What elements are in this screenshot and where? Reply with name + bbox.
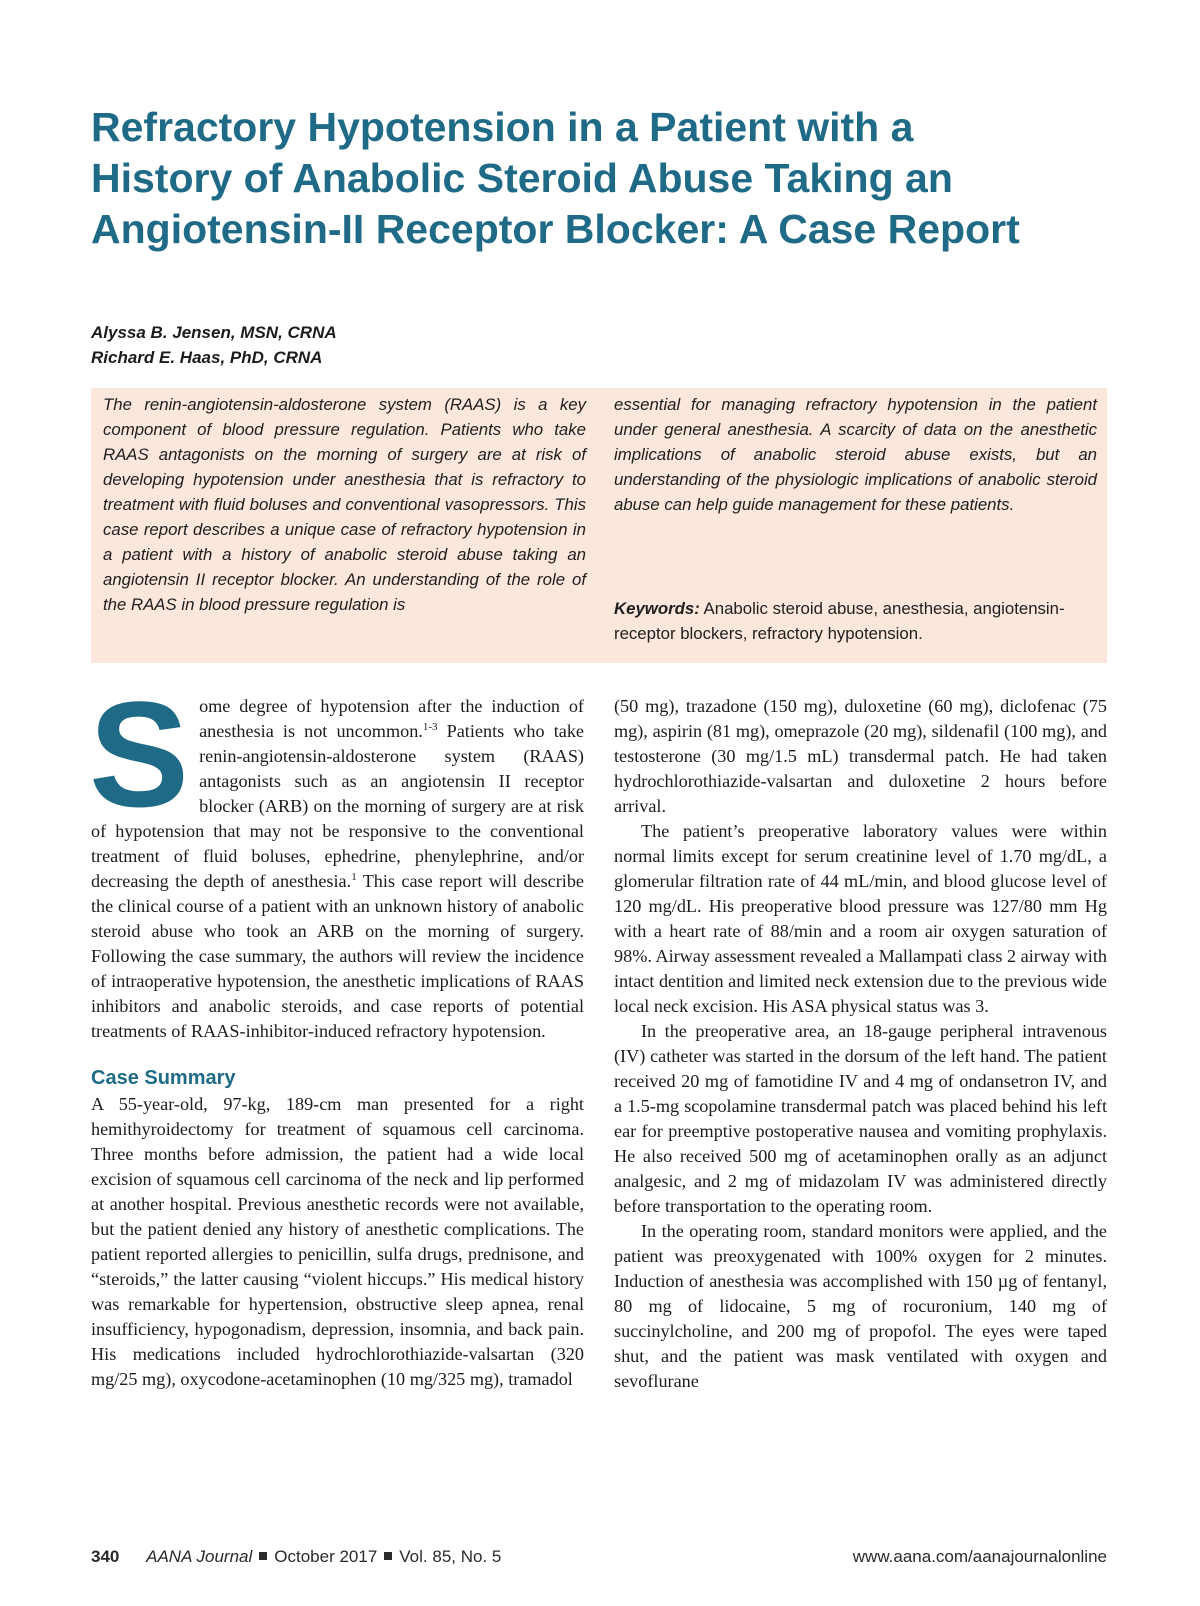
author: Alyssa B. Jensen, MSN, CRNA [91, 323, 337, 342]
title-line: Refractory Hypotension in a Patient with a [91, 104, 914, 150]
body-paragraph: In the preoperative area, an 18-gauge peripheral intravenous (IV) catheter was started in the dorsum of the left hand. The patient received 20 mg of famotidine IV and 4 mg of ondansetron IV, and a 1.5-mg scopolamine transdermal patch was placed behind his left ear for preemptive postoperative nausea and vomiting prophylaxis. He also received 500 mg of acetaminophen orally as an adjunct analgesic, and 2 mg of midazolam IV was administered directly before transportation to the operating room. [614, 1021, 1107, 1216]
body-paragraph: A 55-year-old, 97-kg, 189-cm man presented for a right hemithyroidectomy for treatment of squamous cell carcinoma. Three months before admission, the patient had a wide local excision of squamous cell carcinoma of the neck and lip performed at another hospital. Previous anesthetic records were not available, but the patient denied any history of anesthetic complications. The patient reported allergies to penicillin, sulfa drugs, prednisone, and “steroids,” the latter causing “violent hiccups.” His medical history was remarkable for hypertension, obstructive sleep apnea, renal insufficiency, hypogonadism, depression, insomnia, and back pain. His medications included hydrochlorothiazide-valsartan (320 mg/25 mg), oxycodone-acetaminophen (10 mg/325 mg), tramadol [91, 1094, 584, 1389]
article-title [91, 102, 1101, 255]
title-line: Angiotensin-II Receptor Blocker: A Case Report [91, 206, 1020, 252]
author: Richard E. Haas, PhD, CRNA [91, 348, 323, 367]
website-link[interactable]: www.aana.com/aanajournalonline [852, 1547, 1107, 1566]
body-column-right [614, 694, 1107, 1394]
title-line: History of Anabolic Steroid Abuse Taking an [91, 155, 953, 201]
keywords-label: Keywords: [614, 599, 700, 618]
abstract-right: essential for managing refractory hypotension in the patient under general anesthesia. A scarcity of data on the anesthetic implications of anabolic steroid abuse exists, but an understanding of the physiologic implications of anabolic steroid abuse can help guide management for these patients. [614, 395, 1097, 514]
author-list [91, 320, 337, 370]
body-paragraph: (50 mg), trazadone (150 mg), duloxetine (60 mg), diclofenac (75 mg), aspirin (81 mg), omeprazole (20 mg), sildenafil (100 mg), and testosterone (30 mg/1.5 mL) transdermal patch. He had taken hydrochlorothiazide-valsartan and duloxetine 2 hours before arrival. [614, 696, 1107, 816]
volume-info: Vol. 85, No. 5 [399, 1547, 502, 1566]
citation: 1-3 [422, 721, 438, 733]
page-number: 340 [91, 1547, 120, 1566]
body-column-left [89, 670, 584, 1392]
body-paragraph: In the operating room, standard monitors were applied, and the patient was preoxygenated with 100% oxygen for 2 minutes. Induction of anesthesia was accomplished with 150 µg of fentanyl, 80 mg of lidocaine, 5 mg of rocuronium, 140 mg of succinylcholine, and 200 mg of propofol. The eyes were taped shut, and the patient was mask ventilated with oxygen and sevoflurane [614, 1221, 1107, 1391]
page-footer [91, 1546, 1107, 1568]
journal-name: AANA Journal [146, 1547, 253, 1566]
intro-paragraph: Some degree of hypotension after the induction of anesthesia is not uncommon.$^{1-3}$ Patients who take renin-angiotensin-aldosterone system (RAAS) antagonists such as an angiotensin II receptor blocker (ARB) on the morning of surgery are at risk of hypotension that may not be responsive to the conventional treatment of fluid boluses, ephedrine, phenylephrine, and/or decreasing the depth of anesthesia.$^1$ This case report will describe the clinical course of a patient with an unknown history of anabolic steroid abuse who took an ARB on the morning of surgery. Following the case summary, the authors will review the incidence of intraoperative hypotension, the anesthetic implications of RAAS inhibitors and anabolic steroids, and case reports of potential treatments of RAAS-inhibitor-induced refractory hypotension. [89, 670, 584, 1041]
bullet-separator [259, 1552, 267, 1560]
keywords-text: Anabolic steroid abuse, anesthesia, angiotensin-receptor blockers, refractory hypotension. [614, 599, 1065, 643]
section-heading: Case Summary [91, 1067, 236, 1089]
issue-date: October 2017 [274, 1547, 378, 1566]
abstract-left: The renin-angiotensin-aldosterone system (RAAS) is a key component of blood pressure regulation. Patients who take RAAS antagonists on the morning of surgery are at risk of developing hypotension under anesthesia that is refractory to treatment with fluid boluses and conventional vasopressors. This case report describes a unique case of refractory hypotension in a patient with a history of anabolic steroid abuse taking an angiotensin II receptor blocker. An understanding of the role of the RAAS in blood pressure regulation is [103, 395, 586, 614]
body-paragraph: The patient’s preoperative laboratory values were within normal limits except for serum creatinine level of 1.70 mg/dL, a glomerular filtration rate of 44 mL/min, and blood glucose level of 120 mg/dL. His preoperative blood pressure was 127/80 mm Hg with a heart rate of 88/min and a room air oxygen saturation of 98%. Airway assessment revealed a Mallampati class 2 airway with intact dentition and limited neck extension due to the previous wide local neck excision. His ASA physical status was 3. [614, 821, 1107, 1016]
bullet-separator [384, 1552, 392, 1560]
keywords [614, 596, 1097, 646]
citation: 1 [351, 871, 357, 883]
drop-cap: S [89, 670, 190, 838]
